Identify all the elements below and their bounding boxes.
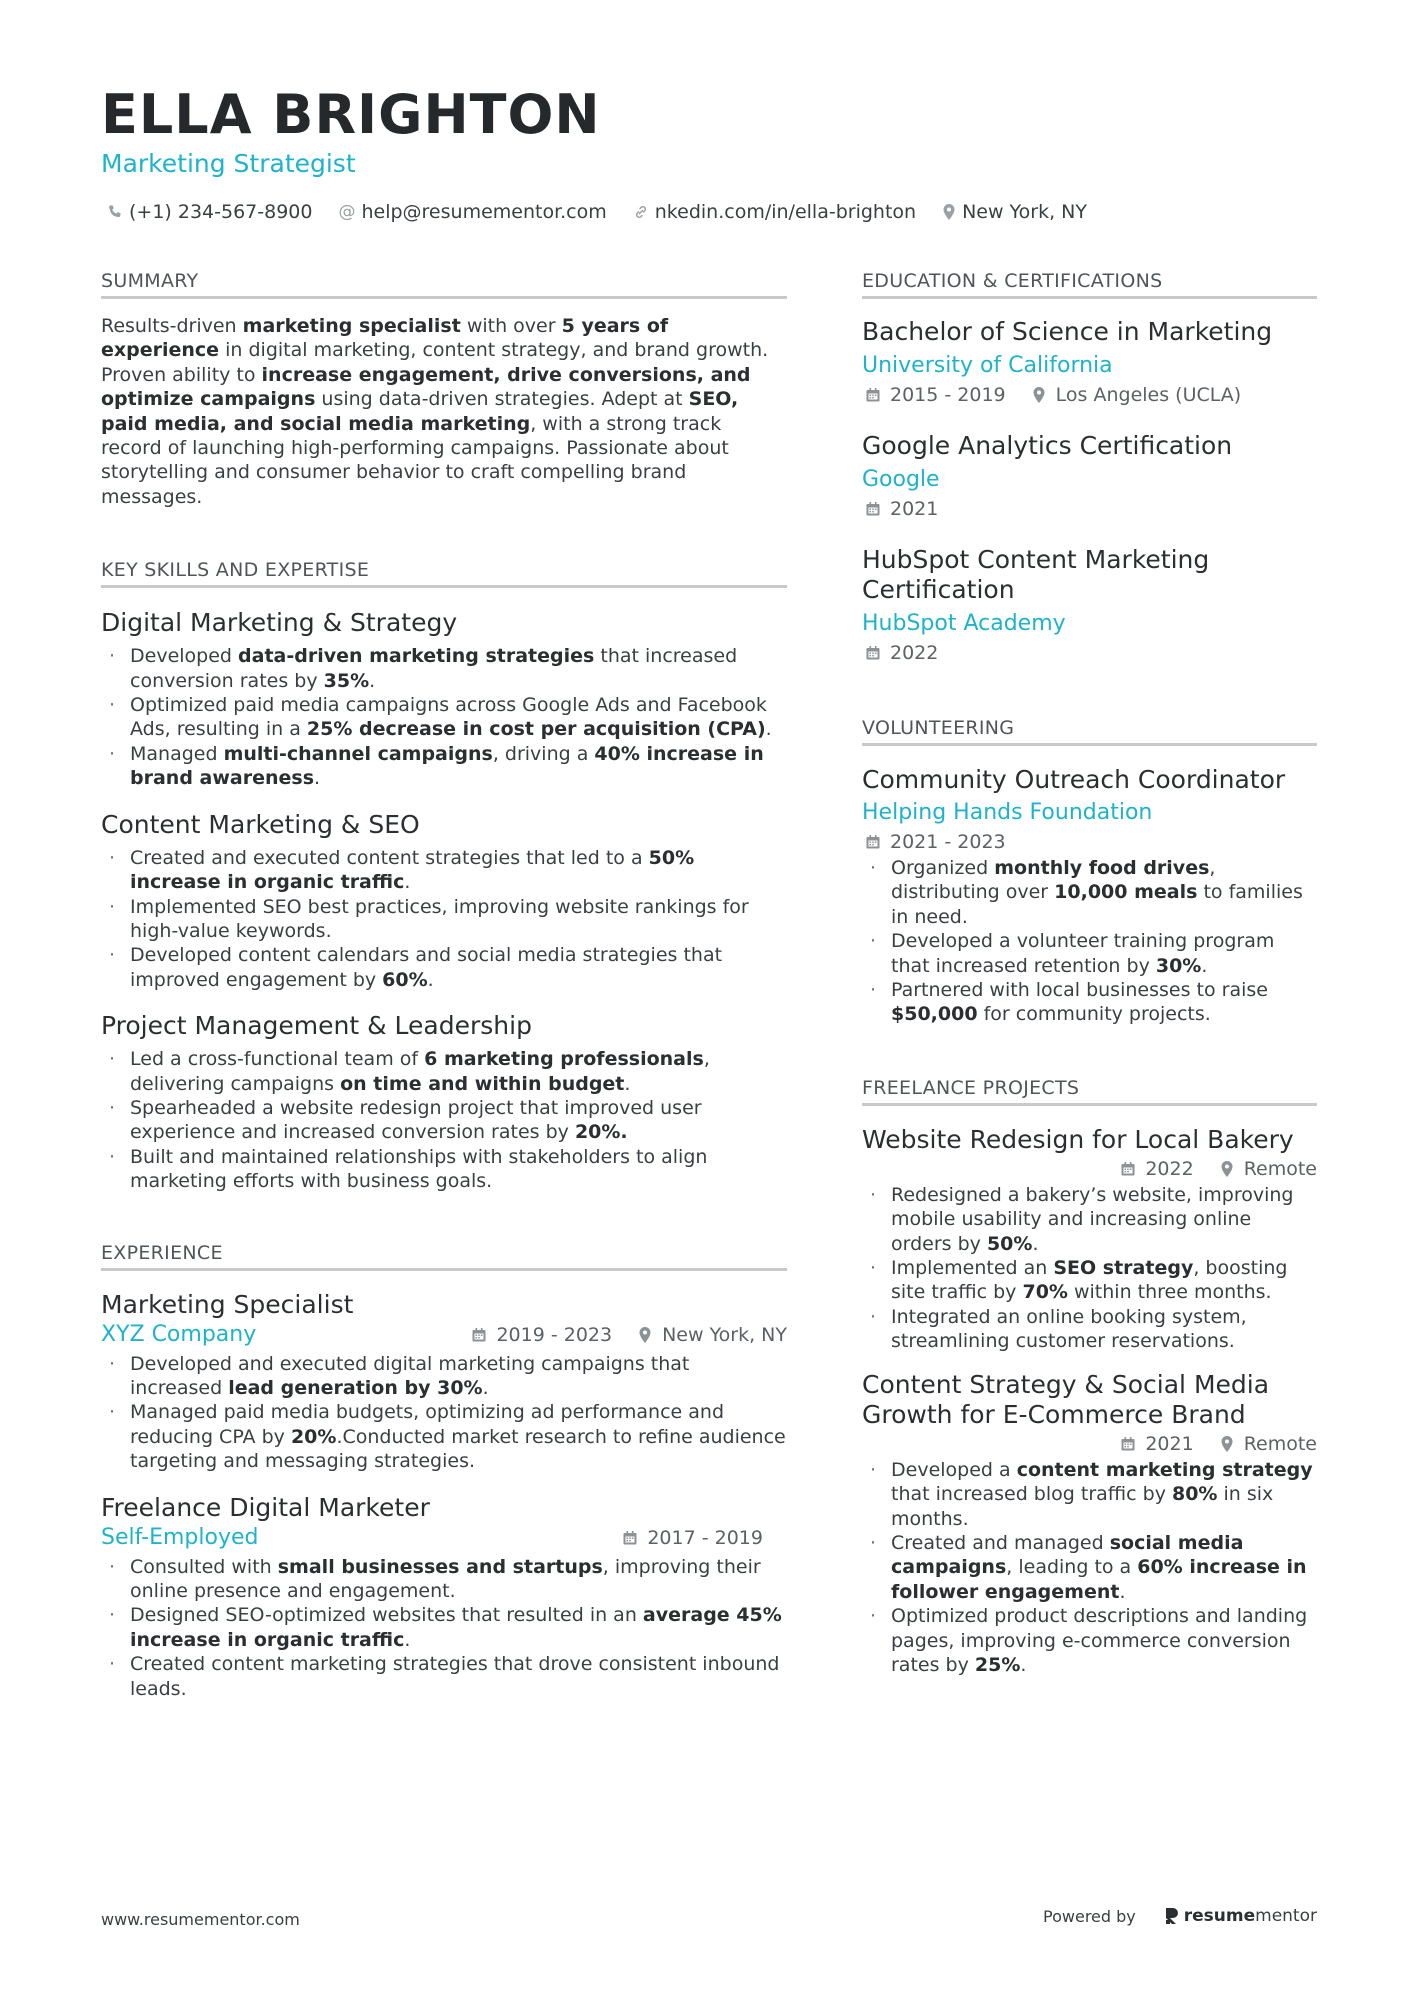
contact-email-text[interactable]: help@resumementor.com [361,201,607,223]
volunteering-bullets [862,856,1317,1027]
bullet-item: · Integrated an online booking system, streamlining customer reservations. [862,1305,1317,1354]
location-icon [1216,1435,1238,1453]
footer-powered-by [1043,1906,1317,1926]
education-title: HubSpot Content Marketing Certification [862,545,1210,604]
volunteering-dates: 2021 - 2023 [890,831,1006,853]
summary-text: Results-driven marketing specialist with over 5 years of experience in digital marketing, content strategy, and brand growth. Proven ability to increase engagement, drive conversions, and optimize campaigns using data-driven strategies. Adept at SEO, paid media, and social media marketing, with a strong track record of launching high-performing campaigns. Passionate about storytelling and consumer behavior to craft compelling brand messages. [101,315,769,508]
education-section [862,266,1317,667]
experience-meta [468,1321,787,1349]
bullet-item: · Designed SEO-optimized websites that resulted in an average 45% increase in organic traffic. [101,1603,787,1652]
resumementor-logo-icon [1164,1906,1180,1926]
experience-org-row [101,1320,787,1350]
skill-group [101,608,787,790]
experience-section [101,1238,787,1701]
freelance-meta [862,1155,1317,1183]
bullet-item: · Developed a volunteer training program that increased retention by 30%. [862,929,1317,978]
bullet-item: · Built and maintained relationships with stakeholders to align marketing efforts with business goals. [101,1145,787,1194]
skill-heading: Content Marketing & SEO [101,809,420,839]
freelance-entry [862,1125,1317,1354]
experience-dates: 2017 - 2019 [647,1526,763,1549]
location-icon [1028,386,1050,404]
skill-bullets [101,1047,787,1193]
bullet-item: · Optimized product descriptions and landing pages, improving e-commerce conversion rates by 25%. [862,1604,1317,1677]
freelance-location: Remote [1243,1157,1317,1180]
bullet-item: · Partnered with local businesses to raise $50,000 for community projects. [862,978,1317,1027]
location-icon [634,1326,656,1344]
section-title-summary: SUMMARY [101,266,787,299]
freelance-section [862,1073,1317,1678]
left-column [101,266,787,1701]
skill-bullets [101,846,787,992]
section-title-volunteering: VOLUNTEERING [862,713,1317,746]
location-icon [942,203,956,221]
calendar-icon [1117,1161,1139,1177]
freelance-dates: 2022 [1145,1157,1194,1180]
freelance-bullets [862,1458,1317,1678]
calendar-icon [862,645,884,661]
bullet-item: · Created and managed social media campaigns, leading to a 60% increase in follower engagement. [862,1531,1317,1604]
freelance-location: Remote [1243,1432,1317,1455]
at-icon: @ [338,202,356,222]
freelance-bullets [862,1183,1317,1354]
experience-entry [101,1290,787,1474]
contact-location-text: New York, NY [962,201,1087,223]
calendar-icon [619,1530,641,1546]
bullet-item: · Created content marketing strategies that drove consistent inbound leads. [101,1652,787,1701]
section-title-freelance: FREELANCE PROJECTS [862,1073,1317,1106]
bullet-item: · Consulted with small businesses and startups, improving their online presence and engagement. [101,1555,787,1604]
skill-group [101,1011,787,1193]
calendar-icon [468,1327,490,1343]
bullet-item: · Led a cross-functional team of 6 marketing professionals, delivering campaigns on time and within budget. [101,1047,787,1096]
bullet-item: · Created and executed content strategies that led to a 50% increase in organic traffic. [101,846,787,895]
experience-company: XYZ Company [101,1321,257,1347]
bullet-item: · Organized monthly food drives, distributing over 10,000 meals to families in need. [862,856,1317,929]
contact-bar [107,197,1113,227]
volunteering-section [862,713,1317,1027]
calendar-icon [862,387,884,403]
experience-meta [619,1524,763,1552]
education-meta [862,639,1317,667]
bullet-item: · Implemented SEO best practices, improving website rankings for high-value keywords. [101,895,787,944]
candidate-name: ELLA BRIGHTON [101,83,601,146]
education-org: University of California [862,353,1113,378]
bullet-item: · Developed content calendars and social media strategies that improved engagement by 60%. [101,943,787,992]
experience-company: Self-Employed [101,1524,259,1550]
education-dates: 2021 [890,498,939,520]
contact-phone-text: (+1) 234-567-8900 [129,201,313,223]
experience-dates: 2019 - 2023 [496,1323,613,1346]
brand-light: mentor [1255,1906,1317,1926]
education-meta [862,381,1317,409]
section-title-education: EDUCATION & CERTIFICATIONS [862,266,1317,299]
volunteering-role: Community Outreach Coordinator [862,765,1286,794]
skills-section [101,555,787,1193]
education-entry [862,545,1317,667]
location-icon [1216,1160,1238,1178]
skill-heading: Digital Marketing & Strategy [101,608,458,638]
bullet-item: · Developed data-driven marketing strategies that increased conversion rates by 35%. [101,644,787,693]
experience-bullets [101,1555,787,1701]
bullet-item: · Developed and executed digital marketing campaigns that increased lead generation by 30%. [101,1352,787,1401]
experience-role: Freelance Digital Marketer [101,1492,430,1522]
job-title: Marketing Strategist [101,149,356,178]
contact-email[interactable] [338,201,606,223]
freelance-title: Website Redesign for Local Bakery [862,1124,1294,1154]
education-location: Los Angeles (UCLA) [1055,384,1242,406]
calendar-icon [862,834,884,850]
freelance-entry [862,1370,1317,1678]
skill-heading: Project Management & Leadership [101,1011,532,1041]
bullet-item: · Developed a content marketing strategy that increased blog traffic by 80% in six months. [862,1458,1317,1531]
bullet-item: · Implemented an SEO strategy, boosting site traffic by 70% within three months. [862,1256,1317,1305]
experience-org-row [101,1523,787,1553]
experience-bullets [101,1352,787,1474]
link-icon [633,204,649,220]
volunteering-org: Helping Hands Foundation [862,800,1153,825]
education-dates: 2022 [890,642,939,664]
section-title-experience: EXPERIENCE [101,1238,787,1271]
contact-location [942,201,1087,223]
footer-website-link[interactable]: www.resumementor.com [101,1910,300,1929]
education-title: Google Analytics Certification [862,431,1233,460]
bullet-item: · Optimized paid media campaigns across Google Ads and Facebook Ads, resulting in a 25% decrease in cost per acquisition (CPA). [101,693,787,742]
freelance-dates: 2021 [1145,1432,1194,1455]
calendar-icon [862,501,884,517]
skill-group [101,810,787,992]
education-org: HubSpot Academy [862,611,1066,636]
brand-logo[interactable] [1164,1906,1317,1926]
education-entry [862,431,1317,523]
volunteering-meta [862,828,1317,856]
experience-entry [101,1493,787,1701]
bullet-item: · Spearheaded a website redesign project that improved user experience and increased conversion rates by 20%. [101,1096,787,1145]
contact-linkedin[interactable] [633,201,916,223]
education-dates: 2015 - 2019 [890,384,1006,406]
contact-phone [107,201,312,223]
education-title: Bachelor of Science in Marketing [862,317,1273,346]
skill-bullets [101,644,787,790]
volunteering-entry [862,765,1317,1027]
phone-icon [107,204,123,220]
education-meta [862,495,1317,523]
experience-location: New York, NY [662,1323,787,1346]
summary-section [101,266,787,509]
education-entry [862,317,1317,409]
bullet-item: · Managed paid media budgets, optimizing ad performance and reducing CPA by 20%.Conducted market research to refine audience targeting and messaging strategies. [101,1400,787,1473]
contact-linkedin-text[interactable]: nkedin.com/in/ella-brighton [654,201,917,223]
brand-bold: resume [1183,1906,1256,1926]
bullet-item: · Redesigned a bakery’s website, improving mobile usability and increasing online orders by 50%. [862,1183,1317,1256]
education-org: Google [862,467,940,492]
experience-role: Marketing Specialist [101,1289,354,1319]
right-column [862,266,1317,1677]
powered-by-label: Powered by [1043,1906,1136,1926]
freelance-meta [862,1430,1317,1458]
bullet-item: · Managed multi-channel campaigns, driving a 40% increase in brand awareness. [101,742,787,791]
section-title-skills: KEY SKILLS AND EXPERTISE [101,555,787,588]
freelance-title: Content Strategy & Social Media Growth for E-Commerce Brand [862,1369,1270,1429]
calendar-icon [1117,1436,1139,1452]
